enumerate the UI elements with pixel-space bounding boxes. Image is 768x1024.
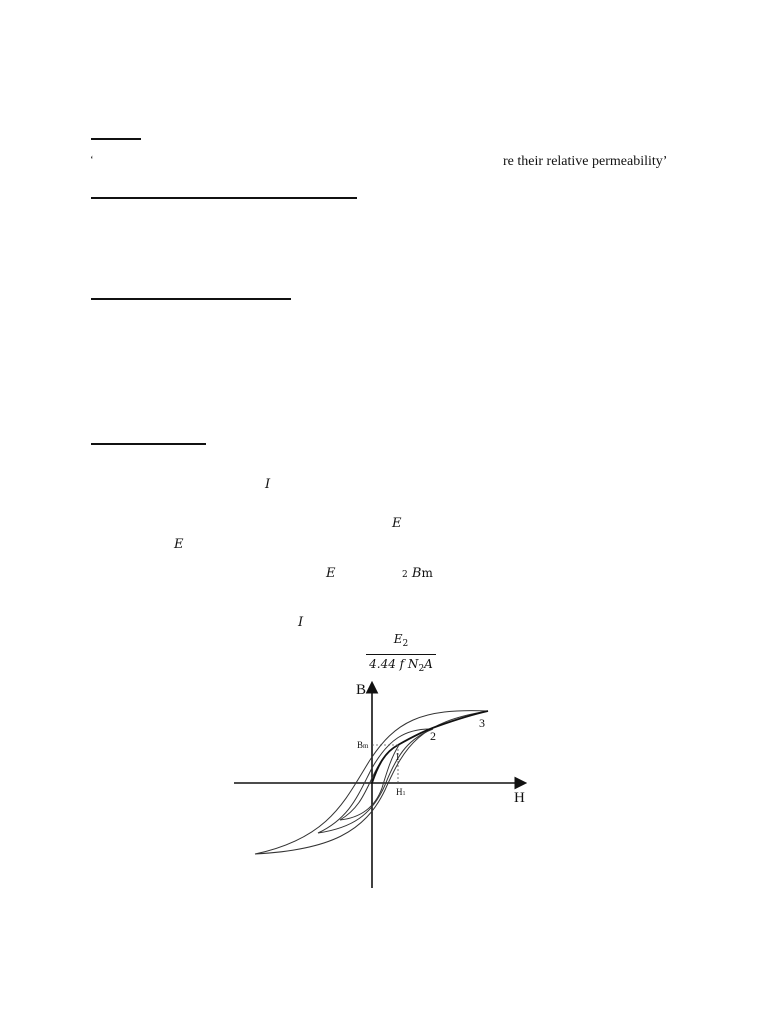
curve-label-3: 3 [479,716,485,730]
bm-prefix-subscript: 2 [402,570,408,580]
curve-label-2: 2 [430,729,436,743]
math-symbol-E: E [174,537,184,552]
math-symbol-E: E [392,516,402,531]
initial-magnetization-curve [372,711,488,783]
bm-subscript: m [421,566,433,580]
b-axis-label: B [356,682,367,698]
hysteresis-loop-2 [318,729,433,833]
math-symbol-I: I [298,615,304,630]
bm-label: Bm [357,740,369,750]
fraction-numerator: $E_2$ [393,632,409,649]
math-symbol-E: E [326,566,336,581]
quote-open-mark: ‘ [90,154,94,166]
curve-label-1: 1 [395,752,400,763]
question-fragment: re their relative permeability’ [503,154,668,169]
fraction-denominator: 4.44 f $N_2A$ [369,657,433,674]
math-symbol-I: I [265,477,271,492]
h1-label: H1 [396,787,406,797]
bm-symbol: B [411,566,422,581]
h-axis-label: H [514,790,525,806]
